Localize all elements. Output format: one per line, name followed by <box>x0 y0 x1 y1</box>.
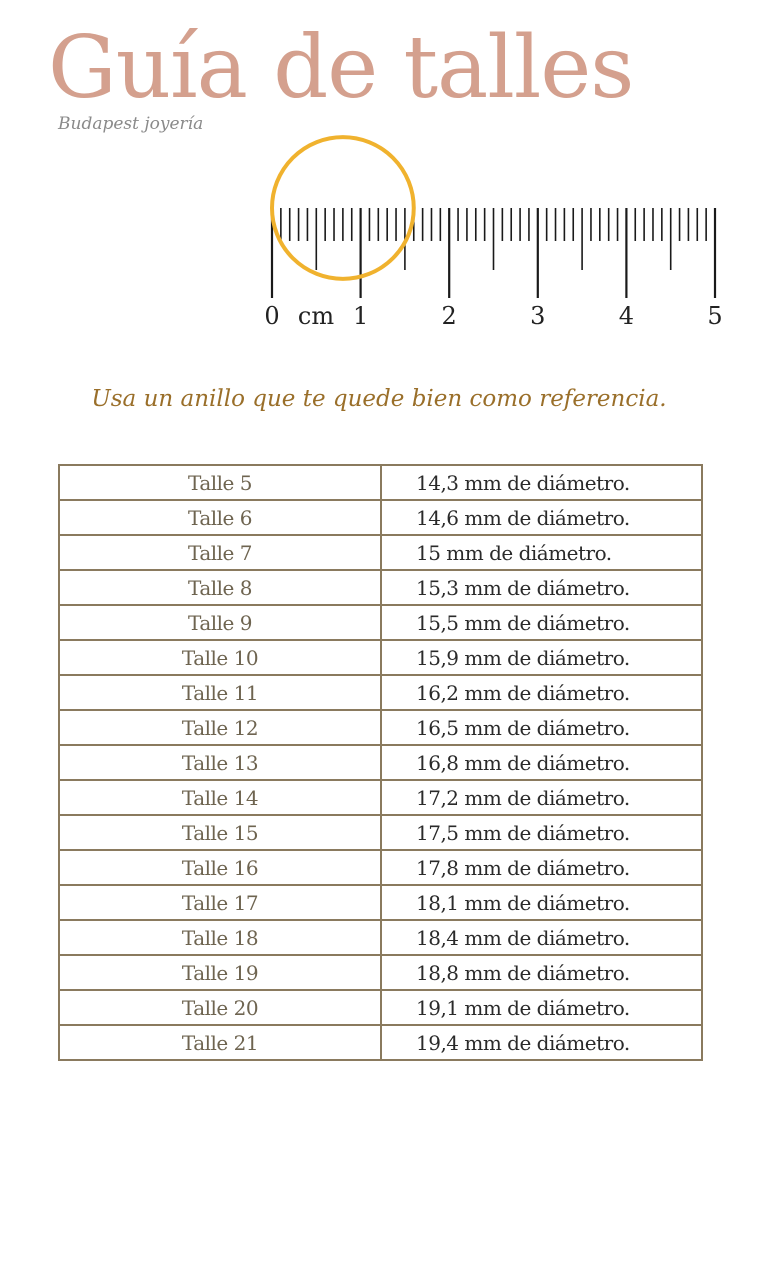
size-label: Talle 17 <box>59 885 381 920</box>
diameter-value: 19,4 mm de diámetro. <box>381 1025 702 1060</box>
table-row <box>59 675 702 710</box>
size-label: Talle 12 <box>59 710 381 745</box>
ruler-illustration <box>0 128 758 348</box>
ruler-label: 1 <box>352 302 369 330</box>
instructions-text: Usa un anillo que te quede bien como referencia. <box>91 386 667 412</box>
table-row <box>59 850 702 885</box>
page-title: Guía de talles <box>48 18 634 118</box>
diameter-value: 18,8 mm de diámetro. <box>381 955 702 990</box>
table-row <box>59 780 702 815</box>
ruler-ticks <box>272 208 715 298</box>
diameter-value: 15,3 mm de diámetro. <box>381 570 702 605</box>
size-label: Talle 8 <box>59 570 381 605</box>
table-row <box>59 710 702 745</box>
ruler-label: 4 <box>618 302 635 330</box>
diameter-value: 14,3 mm de diámetro. <box>381 465 702 500</box>
size-label: Talle 11 <box>59 675 381 710</box>
size-label: Talle 7 <box>59 535 381 570</box>
diameter-value: 15 mm de diámetro. <box>381 535 702 570</box>
diameter-value: 15,9 mm de diámetro. <box>381 640 702 675</box>
diameter-value: 18,1 mm de diámetro. <box>381 885 702 920</box>
diameter-value: 14,6 mm de diámetro. <box>381 500 702 535</box>
size-label: Talle 14 <box>59 780 381 815</box>
ruler-label: 5 <box>707 302 723 330</box>
size-label: Talle 16 <box>59 850 381 885</box>
ruler-label: 3 <box>530 302 546 330</box>
diameter-value: 16,5 mm de diámetro. <box>381 710 702 745</box>
table-row <box>59 500 702 535</box>
ruler-label: 2 <box>441 302 457 330</box>
table-row <box>59 990 702 1025</box>
table-row <box>59 955 702 990</box>
size-label: Talle 21 <box>59 1025 381 1060</box>
table-row <box>59 815 702 850</box>
diameter-value: 16,2 mm de diámetro. <box>381 675 702 710</box>
table-row <box>59 920 702 955</box>
table-row <box>59 640 702 675</box>
table-row <box>59 1025 702 1060</box>
table-row <box>59 885 702 920</box>
size-label: Talle 19 <box>59 955 381 990</box>
size-label: Talle 20 <box>59 990 381 1025</box>
size-label: Talle 5 <box>59 465 381 500</box>
diameter-value: 17,5 mm de diámetro. <box>381 815 702 850</box>
size-label: Talle 10 <box>59 640 381 675</box>
diameter-value: 16,8 mm de diámetro. <box>381 745 702 780</box>
size-label: Talle 9 <box>59 605 381 640</box>
diameter-value: 17,2 mm de diámetro. <box>381 780 702 815</box>
size-label: Talle 15 <box>59 815 381 850</box>
ruler-unit-label: cm <box>297 302 335 330</box>
table-row <box>59 605 702 640</box>
table-row <box>59 570 702 605</box>
diameter-value: 15,5 mm de diámetro. <box>381 605 702 640</box>
size-label: Talle 18 <box>59 920 381 955</box>
size-label: Talle 6 <box>59 500 381 535</box>
diameter-value: 17,8 mm de diámetro. <box>381 850 702 885</box>
size-table <box>58 464 703 1061</box>
table-row <box>59 465 702 500</box>
table-row <box>59 745 702 780</box>
diameter-value: 19,1 mm de diámetro. <box>381 990 702 1025</box>
brand-subtitle: Budapest joyería <box>58 114 204 134</box>
diameter-value: 18,4 mm de diámetro. <box>381 920 702 955</box>
table-row <box>59 535 702 570</box>
size-label: Talle 13 <box>59 745 381 780</box>
ruler-label: 0 <box>264 302 280 330</box>
